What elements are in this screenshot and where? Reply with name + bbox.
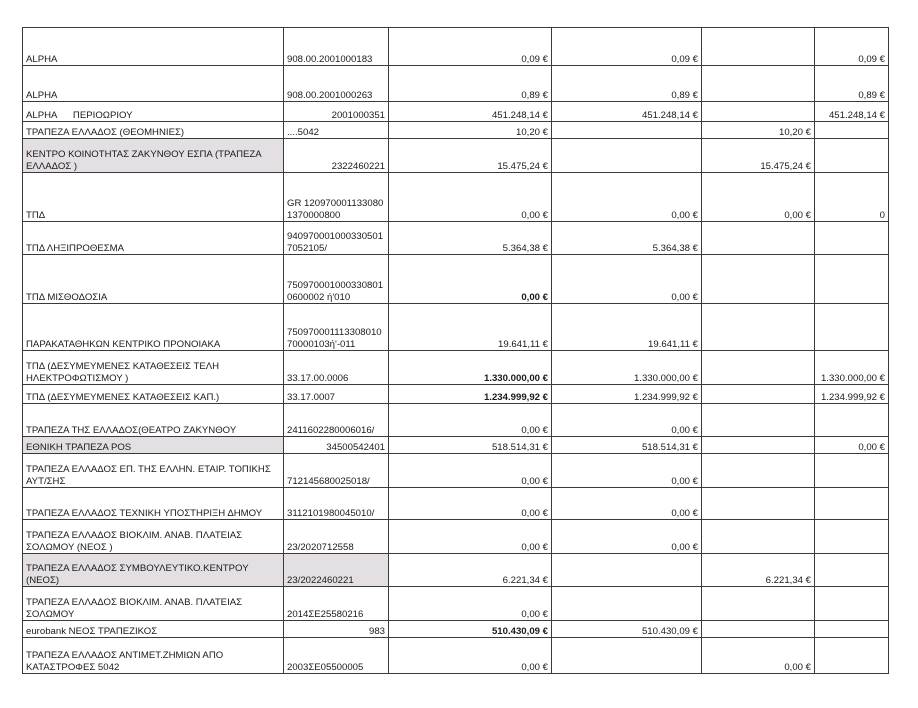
amount-cell xyxy=(702,255,815,304)
account-number: 2014ΣΕ25580216 xyxy=(284,587,389,621)
amount-cell xyxy=(815,587,889,621)
account-number: 2003ΣΕ05500005 xyxy=(284,638,389,674)
amount-cell: 15.475,24 € xyxy=(702,139,815,173)
account-holder: ΤΠΔ (ΔΕΣΥΜΕΥΜΕΝΕΣ ΚΑΤΑΘΕΣΕΙΣ ΚΑΠ.) xyxy=(23,385,284,404)
table-row xyxy=(23,454,889,488)
amount-cell xyxy=(702,404,815,437)
table-row xyxy=(23,554,889,587)
account-holder: ALPHA ΠΕΡΙΟΩΡΙΟΥ xyxy=(23,102,284,122)
amount-cell xyxy=(815,404,889,437)
account-number: 983 xyxy=(284,621,389,638)
account-number: 33.17.0007 xyxy=(284,385,389,404)
amount-cell: 1.330.000,00 € xyxy=(552,351,702,385)
balance-cell: 0,00 € xyxy=(389,255,552,304)
amount-cell xyxy=(702,454,815,488)
account-holder: ALPHA xyxy=(23,28,284,66)
table-row xyxy=(23,304,889,351)
amount-cell: 0,00 € xyxy=(815,437,889,454)
amount-cell xyxy=(815,222,889,255)
account-number: 34500542401 xyxy=(284,437,389,454)
table-row xyxy=(23,173,889,222)
account-number: 9409700010003305017052105/ xyxy=(284,222,389,255)
balance-cell: 5.364,38 € xyxy=(389,222,552,255)
amount-cell xyxy=(815,454,889,488)
amount-cell: 1.330.000,00 € xyxy=(815,351,889,385)
account-holder: ΤΠΔ xyxy=(23,173,284,222)
amount-cell xyxy=(815,304,889,351)
amount-cell xyxy=(702,304,815,351)
amount-cell: 0,00 € xyxy=(552,488,702,520)
account-holder: ΤΡΑΠΕΖΑ ΕΛΛΑΔΟΣ ΣΥΜΒΟΥΛΕΥΤΙΚΟ.ΚΕΝΤΡΟΥ (ΝΕΟΣ) xyxy=(23,554,284,587)
amount-cell: 0,89 € xyxy=(815,66,889,102)
amount-cell xyxy=(702,102,815,122)
account-number: 712145680025018/ xyxy=(284,454,389,488)
amount-cell: 0,00 € xyxy=(552,173,702,222)
account-holder: ΤΡΑΠΕΖΑ ΕΛΛΑΔΟΣ ΒΙΟΚΛΙΜ. ΑΝΑΒ. ΠΛΑΤΕΙΑΣ ΣΟΛΩΜΟΥ (ΝΕΟΣ ) xyxy=(23,520,284,554)
account-number: 2411602280006016/ xyxy=(284,404,389,437)
account-number: ....5042 xyxy=(284,122,389,139)
account-number: 2001000351 xyxy=(284,102,389,122)
amount-cell: 6.221,34 € xyxy=(702,554,815,587)
amount-cell xyxy=(702,28,815,66)
table-row xyxy=(23,587,889,621)
balance-cell: 10,20 € xyxy=(389,122,552,139)
amount-cell: 0,00 € xyxy=(702,173,815,222)
amount-cell xyxy=(702,488,815,520)
account-number: 908.00.2001000183 xyxy=(284,28,389,66)
account-holder: ΤΡΑΠΕΖΑ ΕΛΛΑΔΟΣ (ΘΕΟΜΗΝΙΕΣ) xyxy=(23,122,284,139)
amount-cell: 0,89 € xyxy=(552,66,702,102)
amount-cell xyxy=(702,385,815,404)
balance-cell: 451.248,14 € xyxy=(389,102,552,122)
amount-cell: 19.641,11 € xyxy=(552,304,702,351)
amount-cell: 451.248,14 € xyxy=(552,102,702,122)
table-row xyxy=(23,385,889,404)
amount-cell: 0,00 € xyxy=(552,454,702,488)
table-row xyxy=(23,66,889,102)
table-row xyxy=(23,520,889,554)
account-holder: ΤΠΔ ΛΗΞΙΠΡΟΘΕΣΜΑ xyxy=(23,222,284,255)
amount-cell: 0,00 € xyxy=(552,404,702,437)
amount-cell: 0,09 € xyxy=(815,28,889,66)
account-holder: ΤΠΔ (ΔΕΣΥΜΕΥΜΕΝΕΣ ΚΑΤΑΘΕΣΕΙΣ ΤΕΛΗ ΗΛΕΚΤΡΟΦΩΤΙΣΜΟΥ ) xyxy=(23,351,284,385)
balance-cell: 0,00 € xyxy=(389,520,552,554)
table-row xyxy=(23,28,889,66)
account-number: GR 1209700011330801370000800 xyxy=(284,173,389,222)
amount-cell: 518.514,31 € xyxy=(552,437,702,454)
amount-cell xyxy=(815,621,889,638)
amount-cell xyxy=(702,621,815,638)
amount-cell xyxy=(552,638,702,674)
balance-cell: 0,89 € xyxy=(389,66,552,102)
account-holder: ΚΕΝΤΡΟ ΚΟΙΝΟΤΗΤΑΣ ΖΑΚΥΝΘΟΥ ΕΣΠΑ (ΤΡΑΠΕΖΑ ΕΛΛΑΔΟΣ ) xyxy=(23,139,284,173)
amount-cell: 5.364,38 € xyxy=(552,222,702,255)
balance-cell: 518.514,31 € xyxy=(389,437,552,454)
amount-cell: 0 xyxy=(815,173,889,222)
amount-cell xyxy=(815,638,889,674)
balance-cell: 0,00 € xyxy=(389,488,552,520)
account-holder: eurobank ΝΕΟΣ ΤΡΑΠΕΖΙΚΟΣ xyxy=(23,621,284,638)
account-holder: ΤΡΑΠΕΖΑ ΕΛΛΑΔΟΣ ΤΕΧΝΙΚΗ ΥΠΟΣΤΗΡΙΞΗ ΔΗΜΟΥ xyxy=(23,488,284,520)
account-number: 3112101980045010/ xyxy=(284,488,389,520)
account-holder: ΤΠΔ ΜΙΣΘΟΔΟΣΙΑ xyxy=(23,255,284,304)
amount-cell: 0,00 € xyxy=(552,520,702,554)
table-row xyxy=(23,255,889,304)
account-holder: ΤΡΑΠΕΖΑ ΕΛΛΑΔΟΣ ΑΝΤΙΜΕΤ.ΖΗΜΙΩΝ ΑΠΟ ΚΑΤΑΣΤΡΟΦΕΣ 5042 xyxy=(23,638,284,674)
account-number: 33.17.00.0006 xyxy=(284,351,389,385)
table-row xyxy=(23,621,889,638)
account-holder: ΕΘΝΙΚΗ ΤΡΑΠΕΖΑ POS xyxy=(23,437,284,454)
account-holder: ΠΑΡΑΚΑΤΑΘΗΚΩΝ ΚΕΝΤΡΙΚΟ ΠΡΟΝΟΙΑΚΑ xyxy=(23,304,284,351)
amount-cell xyxy=(815,554,889,587)
amount-cell xyxy=(702,222,815,255)
balance-cell: 1.330.000,00 € xyxy=(389,351,552,385)
amount-cell: 0,00 € xyxy=(702,638,815,674)
amount-cell xyxy=(552,139,702,173)
balance-cell: 6.221,34 € xyxy=(389,554,552,587)
table-row xyxy=(23,638,889,674)
table-row xyxy=(23,404,889,437)
amount-cell: 451.248,14 € xyxy=(815,102,889,122)
balance-cell: 0,00 € xyxy=(389,173,552,222)
amount-cell xyxy=(815,139,889,173)
amount-cell xyxy=(815,488,889,520)
amount-cell: 1.234.999,92 € xyxy=(815,385,889,404)
balance-cell: 19.641,11 € xyxy=(389,304,552,351)
amount-cell: 510.430,09 € xyxy=(552,621,702,638)
amount-cell xyxy=(702,520,815,554)
account-number: 75097000111330801070000103ή'-011 xyxy=(284,304,389,351)
table-row xyxy=(23,122,889,139)
account-number: 7509700010003308010600002 ή'010 xyxy=(284,255,389,304)
amount-cell: 0,09 € xyxy=(552,28,702,66)
amount-cell xyxy=(815,255,889,304)
amount-cell xyxy=(702,437,815,454)
balance-cell: 510.430,09 € xyxy=(389,621,552,638)
account-number: 23/2020712558 xyxy=(284,520,389,554)
account-holder: ALPHA xyxy=(23,66,284,102)
balance-cell: 15.475,24 € xyxy=(389,139,552,173)
table-row xyxy=(23,222,889,255)
amount-cell: 0,00 € xyxy=(552,255,702,304)
table-row xyxy=(23,351,889,385)
amount-cell: 10,20 € xyxy=(702,122,815,139)
amount-cell xyxy=(552,122,702,139)
balance-cell: 0,09 € xyxy=(389,28,552,66)
amount-cell xyxy=(702,66,815,102)
bank-accounts-sheet xyxy=(22,27,888,674)
balance-cell: 0,00 € xyxy=(389,404,552,437)
table-row xyxy=(23,102,889,122)
account-holder: ΤΡΑΠΕΖΑ ΤΗΣ ΕΛΛΑΔΟΣ(ΘΕΑΤΡΟ ΖΑΚΥΝΘΟΥ xyxy=(23,404,284,437)
balance-cell: 0,00 € xyxy=(389,454,552,488)
amount-cell xyxy=(552,554,702,587)
table-row xyxy=(23,139,889,173)
balance-cell: 1.234.999,92 € xyxy=(389,385,552,404)
table-row xyxy=(23,488,889,520)
account-holder: ΤΡΑΠΕΖΑ ΕΛΛΑΔΟΣ ΕΠ. ΤΗΣ ΕΛΛΗΝ. ΕΤΑΙΡ. ΤΟΠΙΚΗΣ ΑΥΤ/ΣΗΣ xyxy=(23,454,284,488)
balance-cell: 0,00 € xyxy=(389,587,552,621)
account-holder: ΤΡΑΠΕΖΑ ΕΛΛΑΔΟΣ ΒΙΟΚΛΙΜ. ΑΝΑΒ. ΠΛΑΤΕΙΑΣ ΣΟΛΩΜΟΥ xyxy=(23,587,284,621)
accounts-table xyxy=(22,27,889,674)
amount-cell xyxy=(702,351,815,385)
account-number: 908.00.2001000263 xyxy=(284,66,389,102)
table-row xyxy=(23,437,889,454)
account-number: 23/2022460221 xyxy=(284,554,389,587)
account-number: 2322460221 xyxy=(284,139,389,173)
amount-cell: 1.234.999,92 € xyxy=(552,385,702,404)
amount-cell xyxy=(815,520,889,554)
amount-cell xyxy=(552,587,702,621)
balance-cell: 0,00 € xyxy=(389,638,552,674)
amount-cell xyxy=(815,122,889,139)
amount-cell xyxy=(702,587,815,621)
